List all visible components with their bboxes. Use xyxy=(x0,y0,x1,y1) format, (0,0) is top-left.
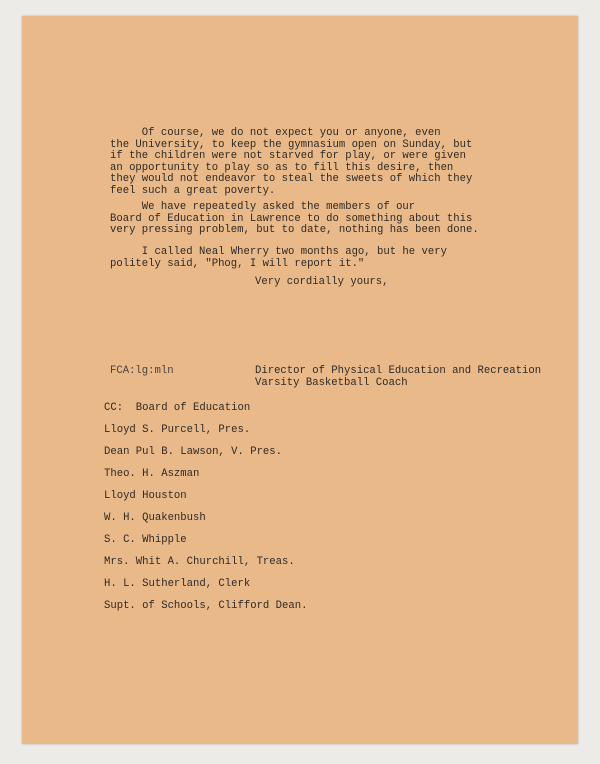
cc-recipient: S. C. Whipple xyxy=(104,534,187,546)
cc-recipient: Lloyd S. Purcell, Pres. xyxy=(104,424,251,436)
cc-recipient: Supt. of Schools, Clifford Dean. xyxy=(104,600,308,612)
reference-initials: FCA:lg:mln xyxy=(110,365,174,377)
cc-recipient: Dean Pul B. Lawson, V. Pres. xyxy=(104,446,283,458)
cc-heading: CC: Board of Education xyxy=(104,402,251,414)
cc-recipient: W. H. Quakenbush xyxy=(104,512,206,524)
body-paragraph-2: We have repeatedly asked the members of our Board of Education in Lawrence to do something about this very pressing problem, but to date, nothing has been done. xyxy=(110,201,479,236)
signer-title: Director of Physical Education and Recreation Varsity Basketball Coach xyxy=(255,365,542,389)
cc-recipient: H. L. Sutherland, Clerk xyxy=(104,578,251,590)
letter-page xyxy=(22,16,578,744)
cc-recipient: Mrs. Whit A. Churchill, Treas. xyxy=(104,556,295,568)
body-paragraph-1: Of course, we do not expect you or anyone, even the University, to keep the gymnasium open on Sunday, but if the children were not starved for play, or were given an opportunity to play so as to fill this desire, then they would not endeavor to steal the sweets of which they feel such a great poverty. xyxy=(110,127,473,197)
body-paragraph-3: I called Neal Wherry two months ago, but he very politely said, "Phog, I will report it." xyxy=(110,246,447,270)
cc-recipient: Theo. H. Aszman xyxy=(104,468,200,480)
closing: Very cordially yours, xyxy=(255,276,389,288)
cc-recipient: Lloyd Houston xyxy=(104,490,187,502)
